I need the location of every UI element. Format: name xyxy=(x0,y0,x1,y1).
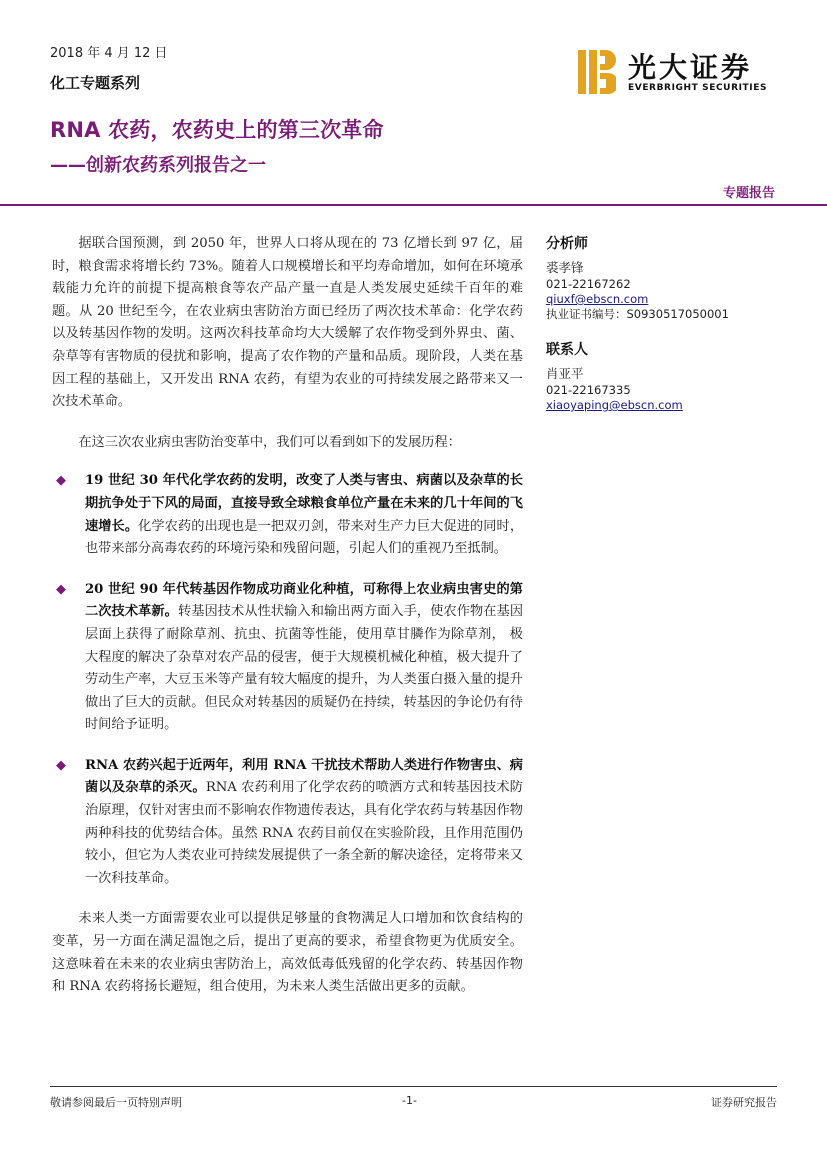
analyst-email-link[interactable]: qiuxf@ebscn.com xyxy=(546,292,649,306)
contact-heading: 联系人 xyxy=(546,342,588,358)
intro-paragraph: 据联合国预测，到 2050 年，世界人口将从现在的 73 亿增长到 97 亿，届时，粮食需求将增长约 73%。随着人口规模增长和平均寿命增加，如何在环境承载能力允许的前提下提高粮食等农产品产量一直是人类发展史延续千百年的难题。从 20 世纪至今，在农业病虫害防治方面已经历了两次技术革命：化学农药以及转基因作物的发明。这两次科技革命均大大缓解了农作物受到外界虫、菌、杂草等有害物质的侵扰和影响，提高了农作物的产量和品质。现阶段，人类在基因工程的基础上，又开发出 RNA 农药，有望为农业的可持续发展之路带来又一次技术革命。 xyxy=(52,236,523,410)
footer-disclaimer: 敬请参阅最后一页特别声明 xyxy=(50,1096,182,1109)
everbright-logo-icon xyxy=(578,50,616,94)
diamond-bullet-icon: ◆ xyxy=(56,757,66,773)
bullet-highlight: RNA 农药兴起于近两年，利用 RNA 干扰技术帮助人类进行作物害虫、病菌以及杂草的杀灭。 xyxy=(85,757,523,796)
contact-block xyxy=(546,339,786,413)
diamond-bullet-icon: ◆ xyxy=(56,473,66,489)
lead-paragraph: 在这三次农业病虫害防治变革中，我们可以看到如下的发展历程： xyxy=(78,434,461,450)
everbright-logo xyxy=(578,48,778,98)
footer-report-label: 证券研究报告 xyxy=(711,1096,777,1109)
contact-name: 肖亚平 xyxy=(546,366,584,381)
closing-paragraph: 未来人类一方面需要农业可以提供足够量的食物满足人口增加和饮食结构的变革，另一方面在满足温饱之后，提出了更高的要求，希望食物更为优质安全。这意味着在未来的农业病虫害防治上，高效低毒低残留的化学农药、转基因作物和 RNA 农药将扬长避短，组合使用，为未来人类生活做出更多的贡献。 xyxy=(52,911,523,995)
analyst-phone: 021-22167262 xyxy=(546,277,631,291)
bullet-text: 化学农药的出现也是一把双刃剑，带来对生产力巨大促进的同时，也带来部分高毒农药的环境污染和残留问题，引起人们的重视乃至抵制。 xyxy=(85,518,524,557)
diamond-bullet-icon: ◆ xyxy=(56,581,66,597)
report-series: 化工专题系列 xyxy=(50,74,141,92)
bullet-highlight: 19 世纪 30 年代化学农药的发明，改变了人类与害虫、病菌以及杂草的长期抗争处于下风的局面，直接导致全球粮食单位产量在未来的几十年间的飞速增长。 xyxy=(85,473,523,534)
logo-english-name: EVERBRIGHT SECURITIES xyxy=(628,83,768,93)
bullet-text: RNA 农药利用了化学农药的喷洒方式和转基因技术防治原理，仅针对害虫而不影响农作物遗传表达，具有化学农药与转基因作物两种科技的优势结合体。虽然 RNA 农药目前仅在实验阶段，且作用范围仍较小，但它为人类农业可持续发展提供了一条全新的解决途径，定将带来又一次科技革命。 xyxy=(85,780,523,886)
logo-chinese-name: 光大证券 xyxy=(628,51,753,84)
bullet-text: 转基因技术从性状输入和输出两方面入手，使农作物在基因层面上获得了耐除草剂、抗虫、抗菌等性能，使用草甘膦作为除草剂， 极大程度的解决了杂草对农产品的侵害，便于大规模机械化种植，极大提升了劳动生产率，大豆玉米等产量有较大幅度的提升，为人类蛋白摄入量的提升做出了巨大的贡献。但民众对转基因的质疑仍在持续，转基因的争论仍有待时间给予证明。 xyxy=(85,604,524,733)
analyst-name: 裘孝锋 xyxy=(546,260,584,275)
bullet-highlight: 20 世纪 90 年代转基因作物成功商业化种植，可称得上农业病虫害史的第二次技术革新。 xyxy=(85,581,523,620)
analyst-heading: 分析师 xyxy=(546,236,588,252)
page-number: -1- xyxy=(402,1094,417,1107)
author-sidebar xyxy=(546,233,786,413)
footer-divider xyxy=(50,1086,777,1087)
report-date: 2018 年 4 月 12 日 xyxy=(50,46,168,61)
contact-email-link[interactable]: xiaoyaping@ebscn.com xyxy=(546,398,683,412)
bullet-item-rna xyxy=(52,755,523,891)
header-divider xyxy=(0,204,827,206)
main-body xyxy=(52,233,523,999)
analyst-certificate: 执业证书编号：S0930517050001 xyxy=(546,307,729,321)
report-type-label: 专题报告 xyxy=(722,186,775,201)
bullet-item-chemical xyxy=(52,470,523,560)
report-title: RNA 农药，农药史上的第三次革命 xyxy=(50,118,384,142)
contact-phone: 021-22167335 xyxy=(546,383,631,397)
report-subtitle: ——创新农药系列报告之一 xyxy=(50,155,266,176)
bullet-item-gmo xyxy=(52,579,523,737)
